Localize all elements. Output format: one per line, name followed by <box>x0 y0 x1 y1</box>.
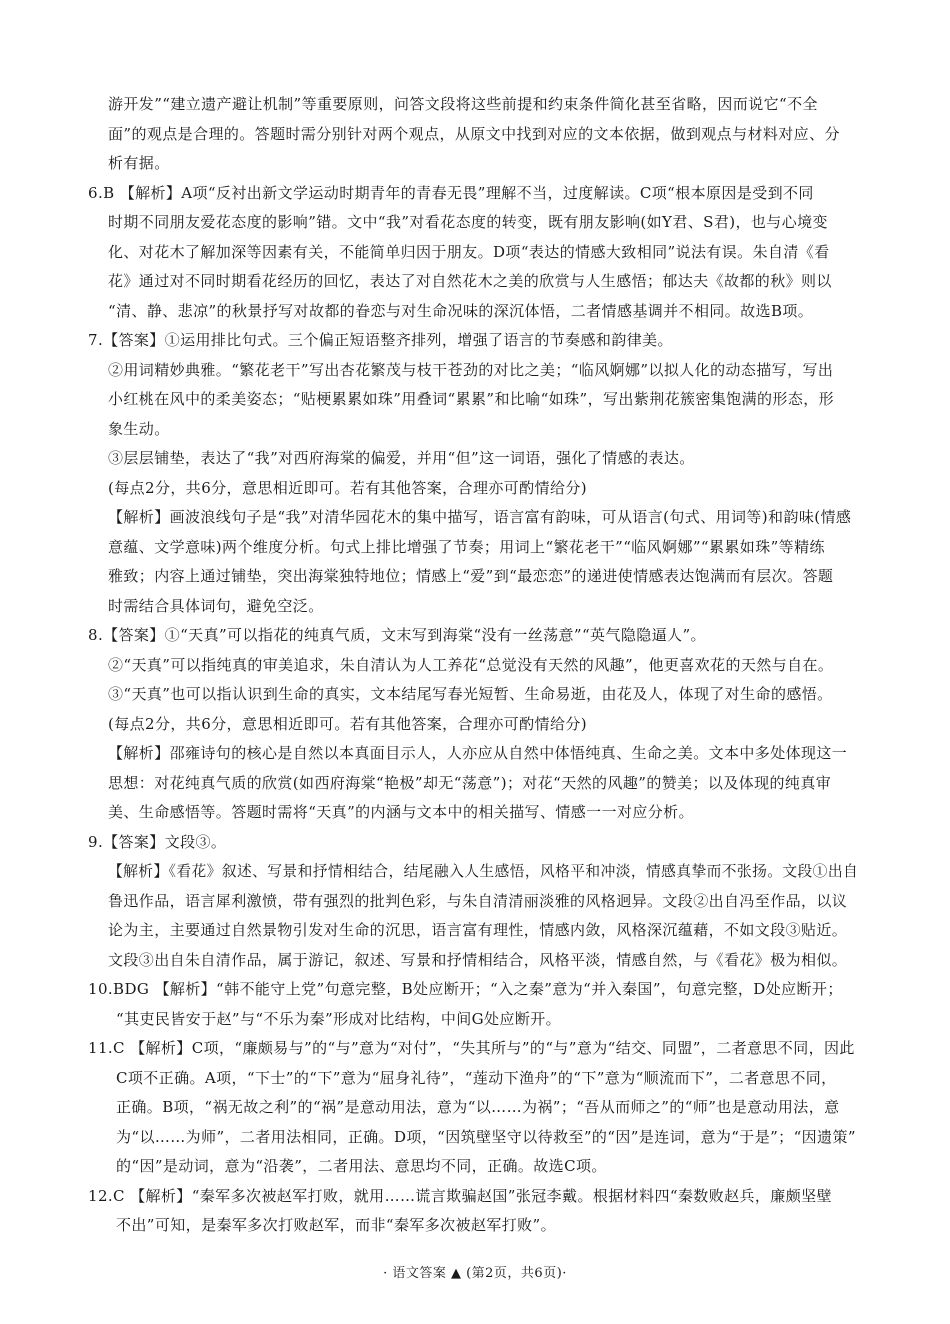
text-line: (每点2分，共6分，意思相近即可。若有其他答案，合理亦可酌情给分) <box>108 478 587 497</box>
text-line: 美、生命感悟等。答题时需将“天真”的内涵与文本中的相关描写、情感一一对应分析。 <box>108 803 694 821</box>
text-line: ③“天真”也可以指认识到生命的真实，文本结尾写春光短暂、生命易逝，由花及人，体现了对生命的感悟。 <box>108 685 833 703</box>
text-line: 7.【答案】①运用排比句式。三个偏正短语整齐排列，增强了语言的节奏感和韵律美。 <box>88 331 673 349</box>
text-line: 不出”可知，是秦军多次打败赵军，而非“秦军多次被赵军打败”。 <box>116 1216 557 1234</box>
text-line: 论为主，主要通过自然景物引发对生命的沉思，语言富有理性，情感内敛，风格深沉蕴藉，不如文段③贴近。 <box>108 921 848 939</box>
text-line: 6.B 【解析】A项“反衬出新文学运动时期青年的青春无畏”理解不当，过度解读。C项“根本原因是受到不同 <box>88 183 814 202</box>
text-line: 鲁迅作品，语言犀利激愤，带有强烈的批判色彩，与朱自清清丽淡雅的风格迥异。文段②出自冯至作品，以议 <box>108 891 848 910</box>
text-line: 雅致；内容上通过铺垫，突出海棠独特地位；情感上“爱”到“最恋恋”的递进使情感表达饱满而有层次。答题 <box>108 567 834 585</box>
text-line: 意蕴、文学意味)两个维度分析。句式上排比增强了节奏；用词上“繁花老干”“临风婀娜”“累累如珠”等精练 <box>108 537 825 556</box>
text-line: 为“以……为师”，二者用法相同，正确。D项，“因筑壁坚守以待救至”的“因”是连词，意为“于是”；“因遗策” <box>116 1127 856 1146</box>
text-line: 9.【答案】文段③。 <box>88 832 227 851</box>
text-line: 【解析】画波浪线句子是“我”对清华园花木的集中描写，语言富有韵味，可从语言(句式、用词等)和韵味(情感 <box>108 508 852 526</box>
text-line: 11.C 【解析】C项，“廉颇易与”的“与”意为“对付”，“失其所与”的“与”意为“结交、同盟”，二者意思不同，因此 <box>88 1039 855 1057</box>
text-line: 文段③出自朱自清作品，属于游记，叙述、写景和抒情相结合，风格平淡，情感自然，与《看花》极为相似。 <box>108 950 848 969</box>
text-line: 面”的观点是合理的。答题时需分别针对两个观点，从原文中找到对应的文本依据，做到观点与材料对应、分 <box>108 124 840 143</box>
page-footer: · 语文答案 ▲ (第2页，共6页)· <box>383 1266 567 1281</box>
text-line: 【解析】《看花》叙述、写景和抒情相结合，结尾融入人生感悟，风格平和冲淡，情感真挚而不张扬。文段①出自 <box>108 863 859 880</box>
text-line: “其吏民皆安于赵”与“不乐为秦”形成对比结构，中间G处应断开。 <box>116 1009 562 1028</box>
text-line: 的“因”是动词，意为“沿袭”，二者用法、意思均不同，正确。故选C项。 <box>116 1157 607 1175</box>
text-line: ②“天真”可以指纯真的审美追求，朱自清认为人工养花“总觉没有天然的风趣”，他更喜欢花的天然与自在。 <box>108 655 834 674</box>
text-line: (每点2分，共6分，意思相近即可。若有其他答案，合理亦可酌情给分) <box>108 714 587 733</box>
text-line: 象生动。 <box>108 419 170 438</box>
text-line: 12.C 【解析】“秦军多次被赵军打败，就用……谎言欺骗赵国”张冠李戴。根据材料四“秦数败赵兵，廉颇坚壁 <box>88 1186 832 1205</box>
text-line: 时期不同朋友爱花态度的影响”错。文中“我”对看花态度的转变，既有朋友影响(如Y君、S君)，也与心境变 <box>108 213 828 231</box>
text-line: 10.BDG 【解析】“韩不能守上党”句意完整，B处应断开；“入之秦”意为“并入秦国”，句意完整，D处应断开； <box>88 980 843 998</box>
text-line: 小红桃在风中的柔美姿态；“贴梗累累如珠”用叠词“累累”和比喻“如珠”，写出紫荆花簇密集饱满的形态，形 <box>108 390 835 408</box>
answer-text-body <box>88 90 863 1241</box>
text-line: “清、静、悲凉”的秋景抒写对故都的眷恋与对生命况味的深沉体悟，二者情感基调并不相同。故选B项。 <box>108 301 814 320</box>
text-line: 【解析】邵雍诗句的核心是自然以本真面目示人，人亦应从自然中体悟纯真、生命之美。文本中多处体现这一 <box>108 744 848 762</box>
text-line: ③层层铺垫，表达了“我”对西府海棠的偏爱，并用“但”这一词语，强化了情感的表达。 <box>108 449 695 467</box>
text-line: 时需结合具体词句，避免空泛。 <box>108 596 324 615</box>
text-line: 游开发”“建立遗产避让机制”等重要原则，问答文段将这些前提和约束条件简化甚至省略，因而说它“不全 <box>108 95 818 113</box>
text-line: 思想：对花纯真气质的欣赏(如西府海棠“艳极”却无“荡意”)；对花“天然的风趣”的赞美；以及体现的纯真审 <box>108 773 832 792</box>
text-line: 正确。B项，“祸无故之利”的“祸”是意动用法，意为“以……为祸”；“吾从而师之”的“师”也是意动用法，意 <box>116 1098 840 1116</box>
text-line: ②用词精妙典雅。“繁花老干”写出杏花繁茂与枝干苍劲的对比之美；“临风婀娜”以拟人化的动态描写，写出 <box>108 360 834 379</box>
text-line: 析有据。 <box>108 154 170 172</box>
text-line: 花》通过对不同时期看花经历的回忆，表达了对自然花木之美的欣赏与人生感悟；郁达夫《故都的秋》则以 <box>108 272 832 290</box>
text-line: C项不正确。A项，“下士”的“下”意为“屈身礼待”，“莲动下渔舟”的“下”意为“顺流而下”，二者意思不同， <box>116 1068 837 1087</box>
text-line: 化、对花木了解加深等因素有关，不能简单归因于朋友。D项“表达的情感大致相同”说法有误。朱自清《看 <box>108 242 830 261</box>
text-line: 8.【答案】①“天真”可以指花的纯真气质，文末写到海棠“没有一丝荡意”“英气隐隐逼人”。 <box>88 626 706 644</box>
